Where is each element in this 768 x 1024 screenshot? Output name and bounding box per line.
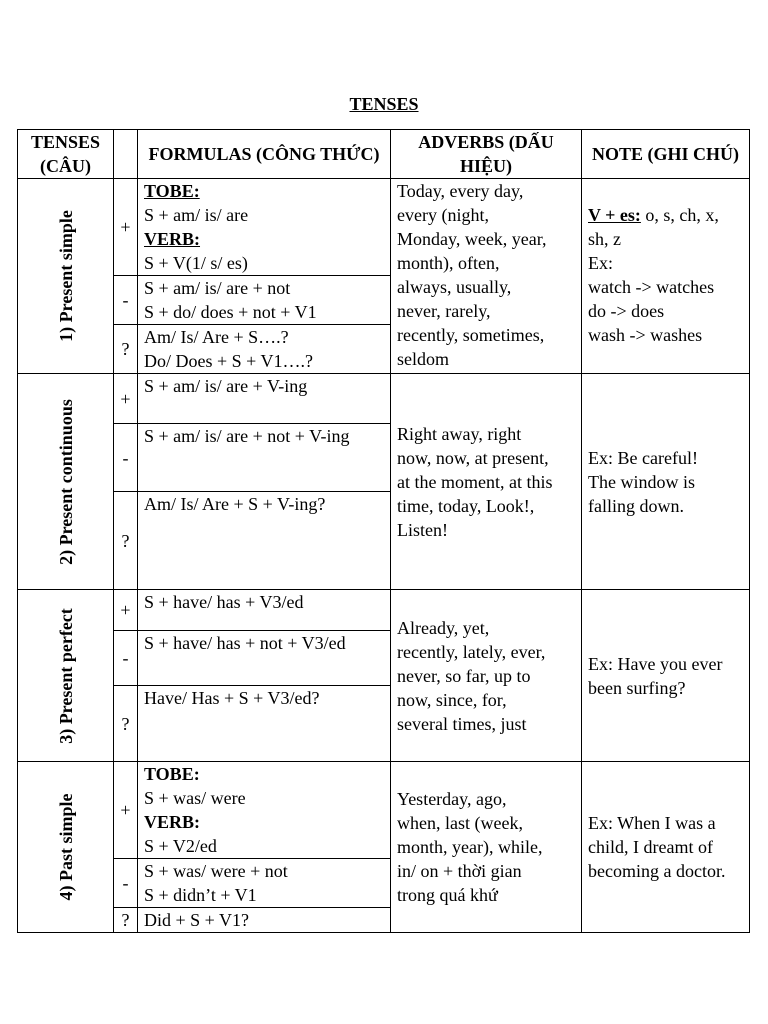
sign-question: ? (114, 325, 138, 374)
header-sign (114, 130, 138, 179)
sign-minus: - (114, 424, 138, 492)
adverbs-cell: Already, yet, recently, lately, ever, never, so far, up to now, since, for, several times, just (391, 590, 582, 762)
tense-name-cell (18, 762, 114, 933)
adverbs-cell: Yesterday, ago, when, last (week, month, year), while, in/ on + thời gian trong quá khứ (391, 762, 582, 933)
note-cell: Ex: When I was a child, I dreamt of becoming a doctor. (582, 762, 750, 933)
sign-plus: + (114, 590, 138, 631)
sign-question: ? (114, 686, 138, 762)
tense-name-cell (18, 590, 114, 762)
header-note: NOTE (GHI CHÚ) (582, 130, 750, 179)
header-row (18, 130, 750, 179)
formula-negative: S + am/ is/ are + not + V-ing (138, 424, 391, 492)
formula-negative: S + have/ has + not + V3/ed (138, 631, 391, 686)
formula-affirmative: TOBE: S + was/ were VERB: S + V2/ed (138, 762, 391, 859)
formula-question: Did + S + V1? (138, 908, 391, 933)
table-row (18, 762, 750, 859)
formula-negative: S + was/ were + not S + didn’t + V1 (138, 859, 391, 908)
sign-plus: + (114, 179, 138, 276)
formula-affirmative: S + am/ is/ are + V-ing (138, 374, 391, 424)
formula-question: Am/ Is/ Are + S + V-ing? (138, 492, 391, 590)
sign-minus: - (114, 859, 138, 908)
sign-question: ? (114, 492, 138, 590)
sign-minus: - (114, 631, 138, 686)
page-title: TENSES (349, 94, 419, 114)
header-formulas: FORMULAS (CÔNG THỨC) (138, 130, 391, 179)
note-cell: Ex: Have you ever been surfing? (582, 590, 750, 762)
tense-name: 2) Present continuous (55, 398, 76, 565)
tense-name: 4) Past simple (55, 793, 76, 901)
sign-plus: + (114, 374, 138, 424)
tense-name: 1) Present simple (55, 210, 76, 342)
sign-plus: + (114, 762, 138, 859)
tense-name: 3) Present perfect (55, 607, 76, 744)
adverbs-cell: Right away, right now, now, at present, at the moment, at this time, today, Look!, Listen! (391, 374, 582, 590)
adverbs-cell: Today, every day, every (night, Monday, week, year, month), often, always, usually, never, rarely, recently, sometimes, seldom (391, 179, 582, 374)
note-cell: Ex: Be careful! The window is falling down. (582, 374, 750, 590)
note-cell: V + es: o, s, ch, x, sh, z Ex: watch -> watches do -> does wash -> washes (582, 179, 750, 374)
tenses-table (17, 129, 750, 933)
table-row (18, 179, 750, 276)
formula-question: Am/ Is/ Are + S….? Do/ Does + S + V1….? (138, 325, 391, 374)
formula-affirmative: S + have/ has + V3/ed (138, 590, 391, 631)
sign-question: ? (114, 908, 138, 933)
tense-name-cell (18, 179, 114, 374)
table-row (18, 590, 750, 631)
sign-minus: - (114, 276, 138, 325)
table-row (18, 374, 750, 424)
header-adverbs: ADVERBS (DẤU HIỆU) (391, 130, 582, 179)
header-tenses: TENSES (CÂU) (18, 130, 114, 179)
formula-affirmative: TOBE: S + am/ is/ are VERB: S + V(1/ s/ es) (138, 179, 391, 276)
formula-negative: S + am/ is/ are + not S + do/ does + not + V1 (138, 276, 391, 325)
formula-question: Have/ Has + S + V3/ed? (138, 686, 391, 762)
tense-name-cell (18, 374, 114, 590)
